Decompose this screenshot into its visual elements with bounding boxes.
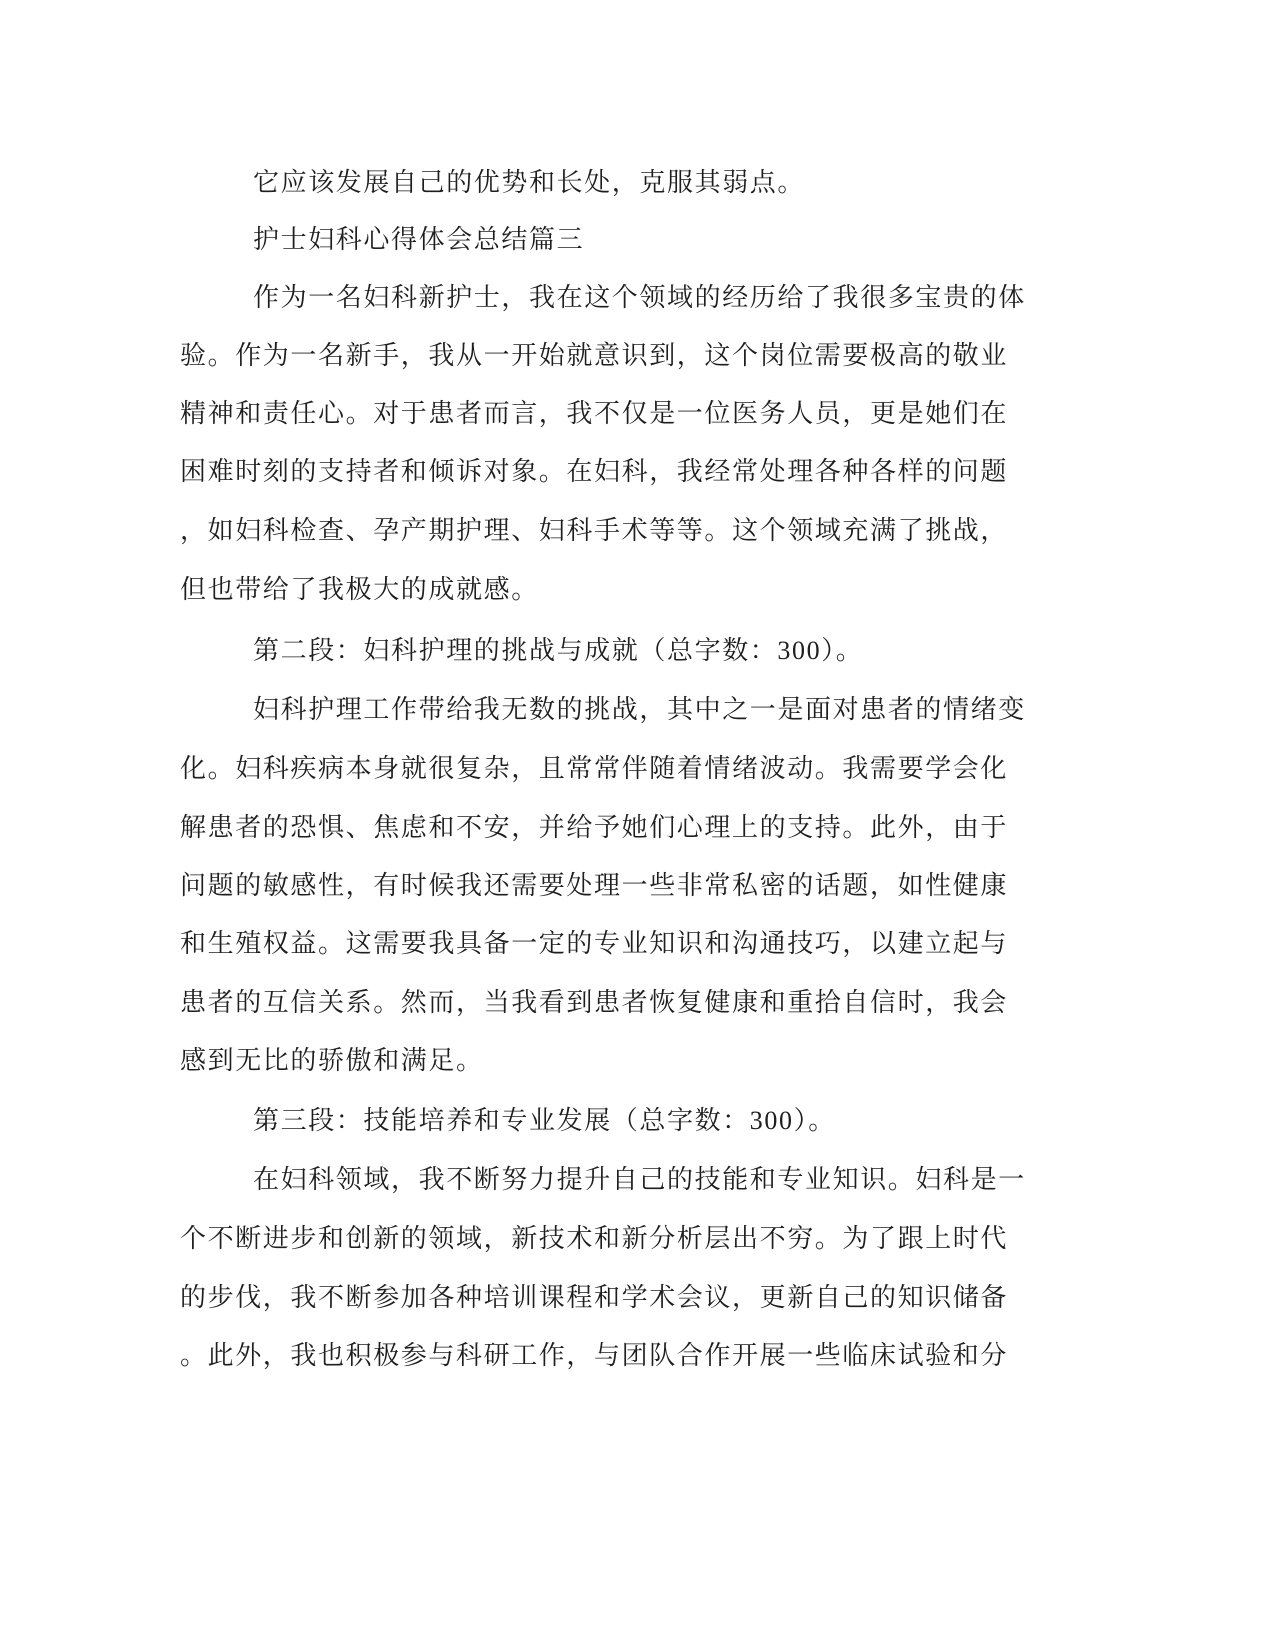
- paragraph-line: 但也带给了我极大的成就感。: [180, 575, 539, 604]
- paragraph-line: 个不断进步和创新的领域，新技术和新分析层出不穷。为了跟上时代: [180, 1224, 1009, 1253]
- section-heading: 护士妇科心得体会总结篇三: [253, 225, 585, 254]
- paragraph-line: 它应该发展自己的优势和长处，克服其弱点。: [253, 168, 806, 197]
- paragraph-line: 患者的互信关系。然而，当我看到患者恢复健康和重拾自信时，我会: [180, 988, 1009, 1017]
- paragraph-line: 困难时刻的支持者和倾诉对象。在妇科，我经常处理各种各样的问题: [180, 457, 1009, 486]
- paragraph-line: 感到无比的骄傲和满足。: [180, 1046, 484, 1075]
- paragraph-line: 精神和责任心。对于患者而言，我不仅是一位医务人员，更是她们在: [180, 399, 1009, 428]
- paragraph-line: 和生殖权益。这需要我具备一定的专业知识和沟通技巧，以建立起与: [180, 929, 1009, 958]
- paragraph-line: 的步伐，我不断参加各种培训课程和学术会议，更新自己的知识储备: [180, 1283, 1009, 1312]
- paragraph-line: 妇科护理工作带给我无数的挑战，其中之一是面对患者的情绪变: [253, 695, 1026, 724]
- paragraph-line: 问题的敏感性，有时候我还需要处理一些非常私密的话题，如性健康: [180, 871, 1009, 900]
- paragraph-line: ，如妇科检查、孕产期护理、妇科手术等等。这个领域充满了挑战，: [180, 516, 1009, 545]
- paragraph-line: 作为一名妇科新护士，我在这个领域的经历给了我很多宝贵的体: [253, 283, 1026, 312]
- paragraph-line: 。此外，我也积极参与科研工作，与团队合作开展一些临床试验和分: [180, 1341, 1009, 1370]
- paragraph-line: 解患者的恐惧、焦虑和不安，并给予她们心理上的支持。此外，由于: [180, 813, 1009, 842]
- paragraph-line: 验。作为一名新手，我从一开始就意识到，这个岗位需要极高的敬业: [180, 341, 1009, 370]
- subsection-heading: 第三段：技能培养和专业发展（总字数：300）。: [253, 1106, 836, 1135]
- paragraph-line: 在妇科领域，我不断努力提升自己的技能和专业知识。妇科是一: [253, 1165, 1026, 1194]
- subsection-heading: 第二段：妇科护理的挑战与成就（总字数：300）。: [253, 636, 864, 665]
- paragraph-line: 化。妇科疾病本身就很复杂，且常常伴随着情绪波动。我需要学会化: [180, 754, 1009, 783]
